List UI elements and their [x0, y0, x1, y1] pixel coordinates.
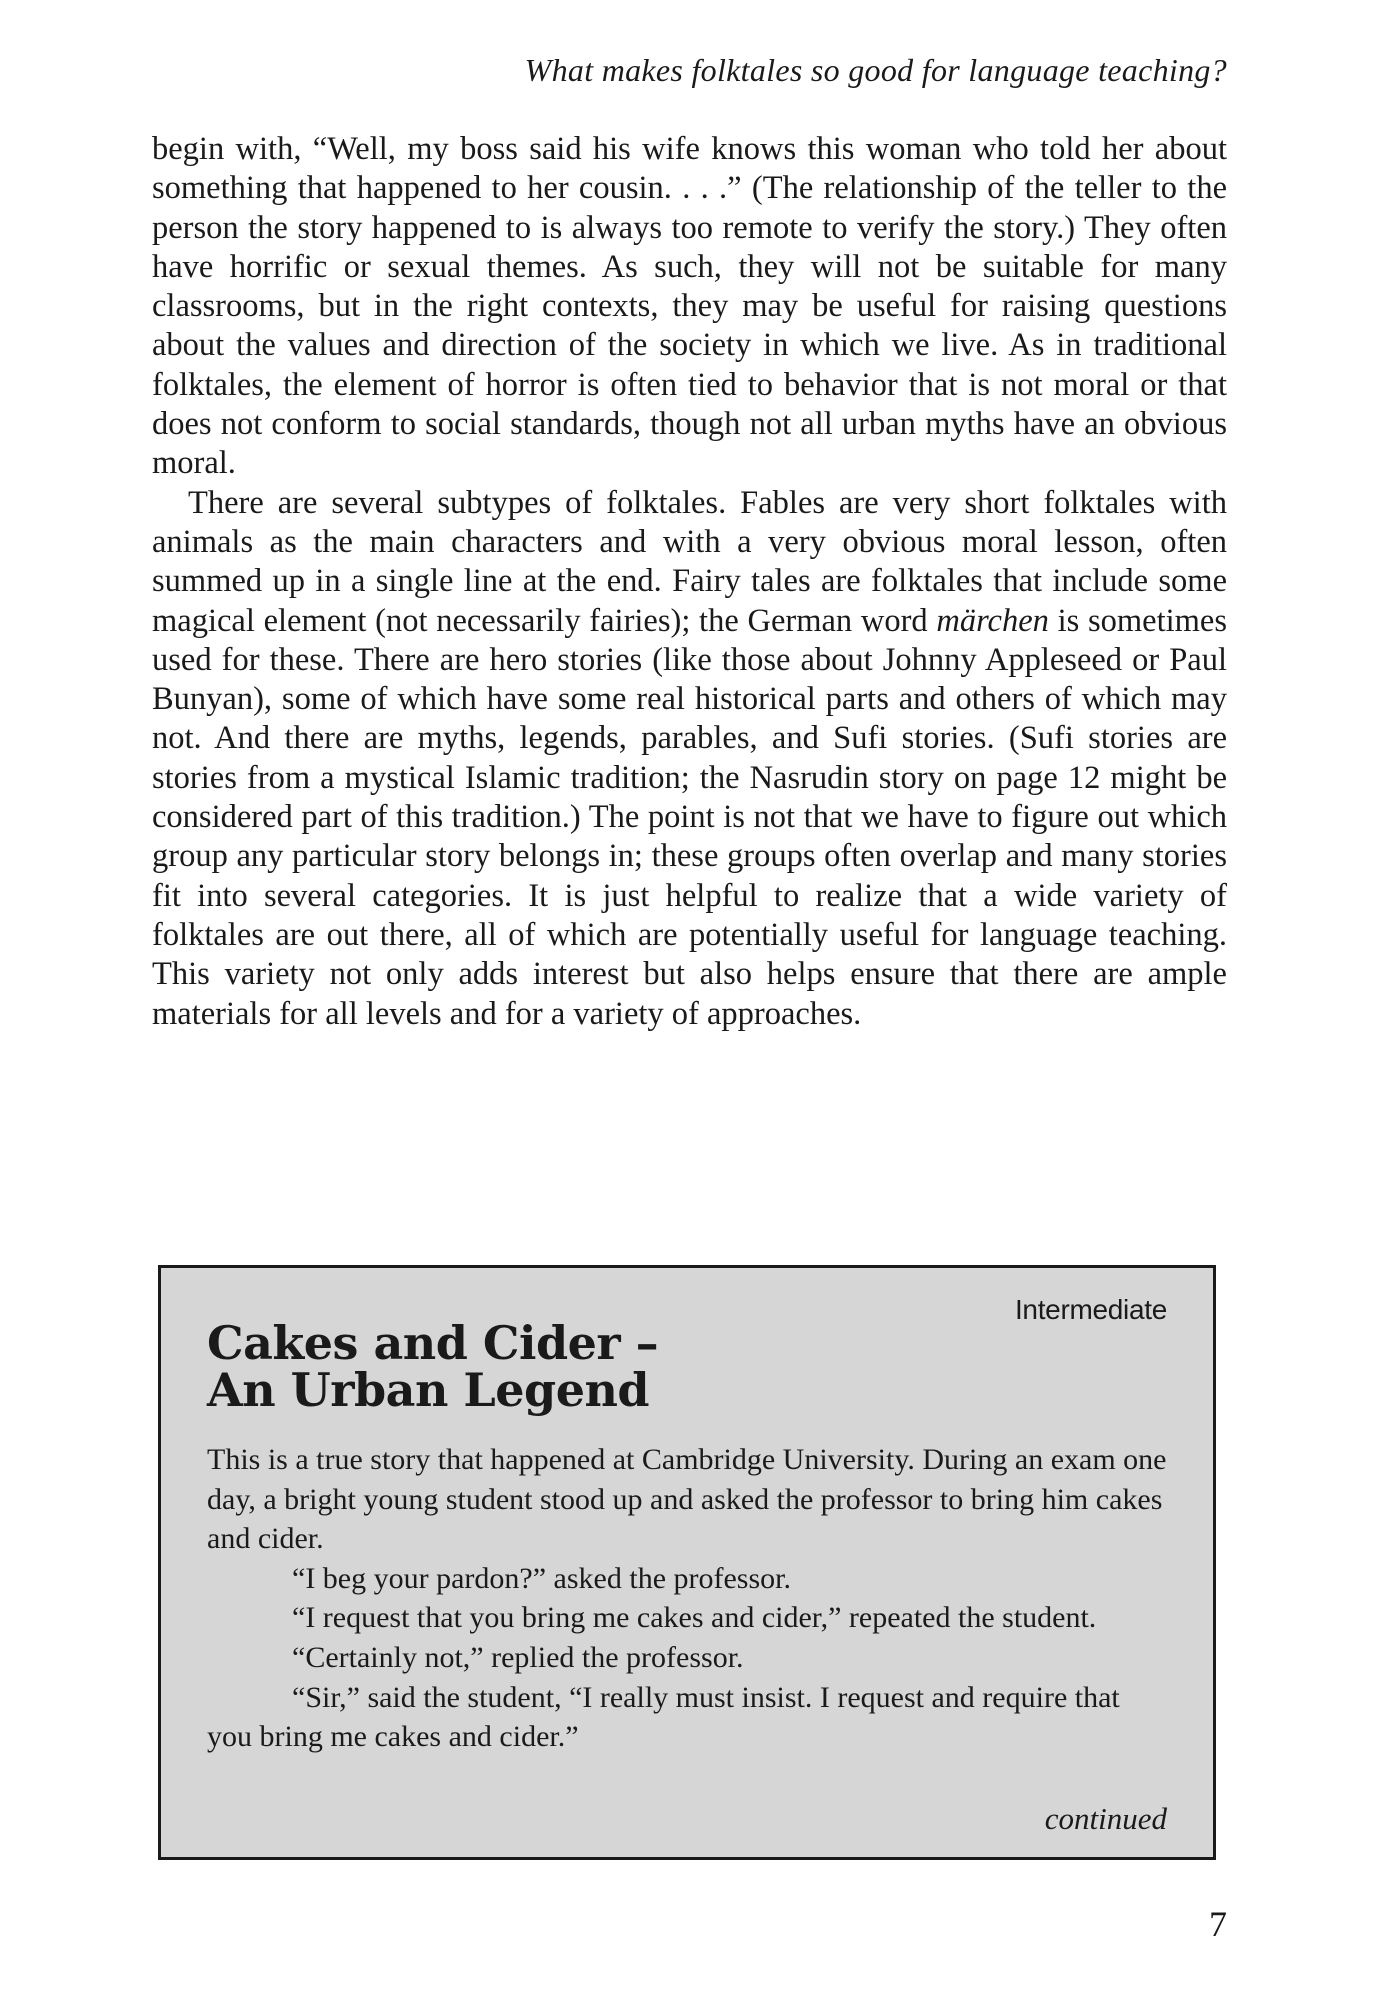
running-head: What makes folktales so good for language teaching?	[524, 52, 1227, 88]
continued-label: continued	[1044, 1801, 1167, 1836]
story-paragraph: “I beg your pardon?” asked the professor.	[292, 1561, 791, 1595]
body-paragraph: begin with, “Well, my boss said his wife knows this woman who told her about something that happened to her cousin. . . .” (The relationship of the teller to the person the story happened to is always too remote to verify the story.) They often have horrific or sexual themes. As such, they will not be suitable for many classrooms, but in the right contexts, they may be useful for raising questions about the values and direction of the society in which we live. As in traditional folktales, the element of horror is often tied to behavior that is not moral or that does not conform to social standards, though not all urban myths have an obvious moral.	[152, 131, 1227, 482]
story-paragraph: “I request that you bring me cakes and cider,” repeated the student.	[292, 1601, 1097, 1635]
story-box	[158, 1265, 1216, 1860]
body-text	[152, 130, 1227, 1034]
level-label: Intermediate	[1014, 1294, 1167, 1325]
body-paragraph-text: is sometimes used for these. There are hero stories (like those about Johnny Appleseed or Paul Bunyan), some of which have some real historical parts and others of which may not. And there are myths, legends, parables, and Sufi stories. (Sufi stories are stories from a mystical Islamic tradition; the Nasrudin story on page 12 might be considered part of this tradition.) The point is not that we have to figure out which group any particular story belongs in; these groups often overlap and many stories fit into several categories. It is just helpful to realize that a wide variety of folktales are out there, all of which are potentially useful for language teaching. This variety not only adds interest but also helps ensure that there are ample materials for all levels and for a variety of approaches.	[152, 602, 1227, 1032]
body-paragraph-text: There are several subtypes of folktales. Fables are very short folktales with animals as the main characters and with a very obvious moral lesson, often summed up in a single line at the end. Fairy tales are folktales that include some magical element (not necessarily fairies); the German word	[152, 484, 1227, 639]
body-paragraph	[152, 484, 1227, 1034]
story-title-line: An Urban Legend	[207, 1363, 650, 1417]
story-paragraph: This is a true story that happened at Cambridge University. During an exam one day, a bright young student stood up and asked the professor to bring him cakes and cider.	[207, 1443, 1167, 1556]
story-paragraph: “Certainly not,” replied the professor.	[292, 1640, 744, 1674]
story-text	[207, 1440, 1167, 1757]
page-number: 7	[1209, 1904, 1227, 1944]
story-title	[207, 1316, 659, 1417]
story-paragraph: “Sir,” said the student, “I really must insist. I request and require that you bring me cakes and cider.”	[207, 1680, 1120, 1754]
foreign-term: märchen	[936, 602, 1049, 639]
story-title-line: Cakes and Cider –	[207, 1316, 659, 1370]
